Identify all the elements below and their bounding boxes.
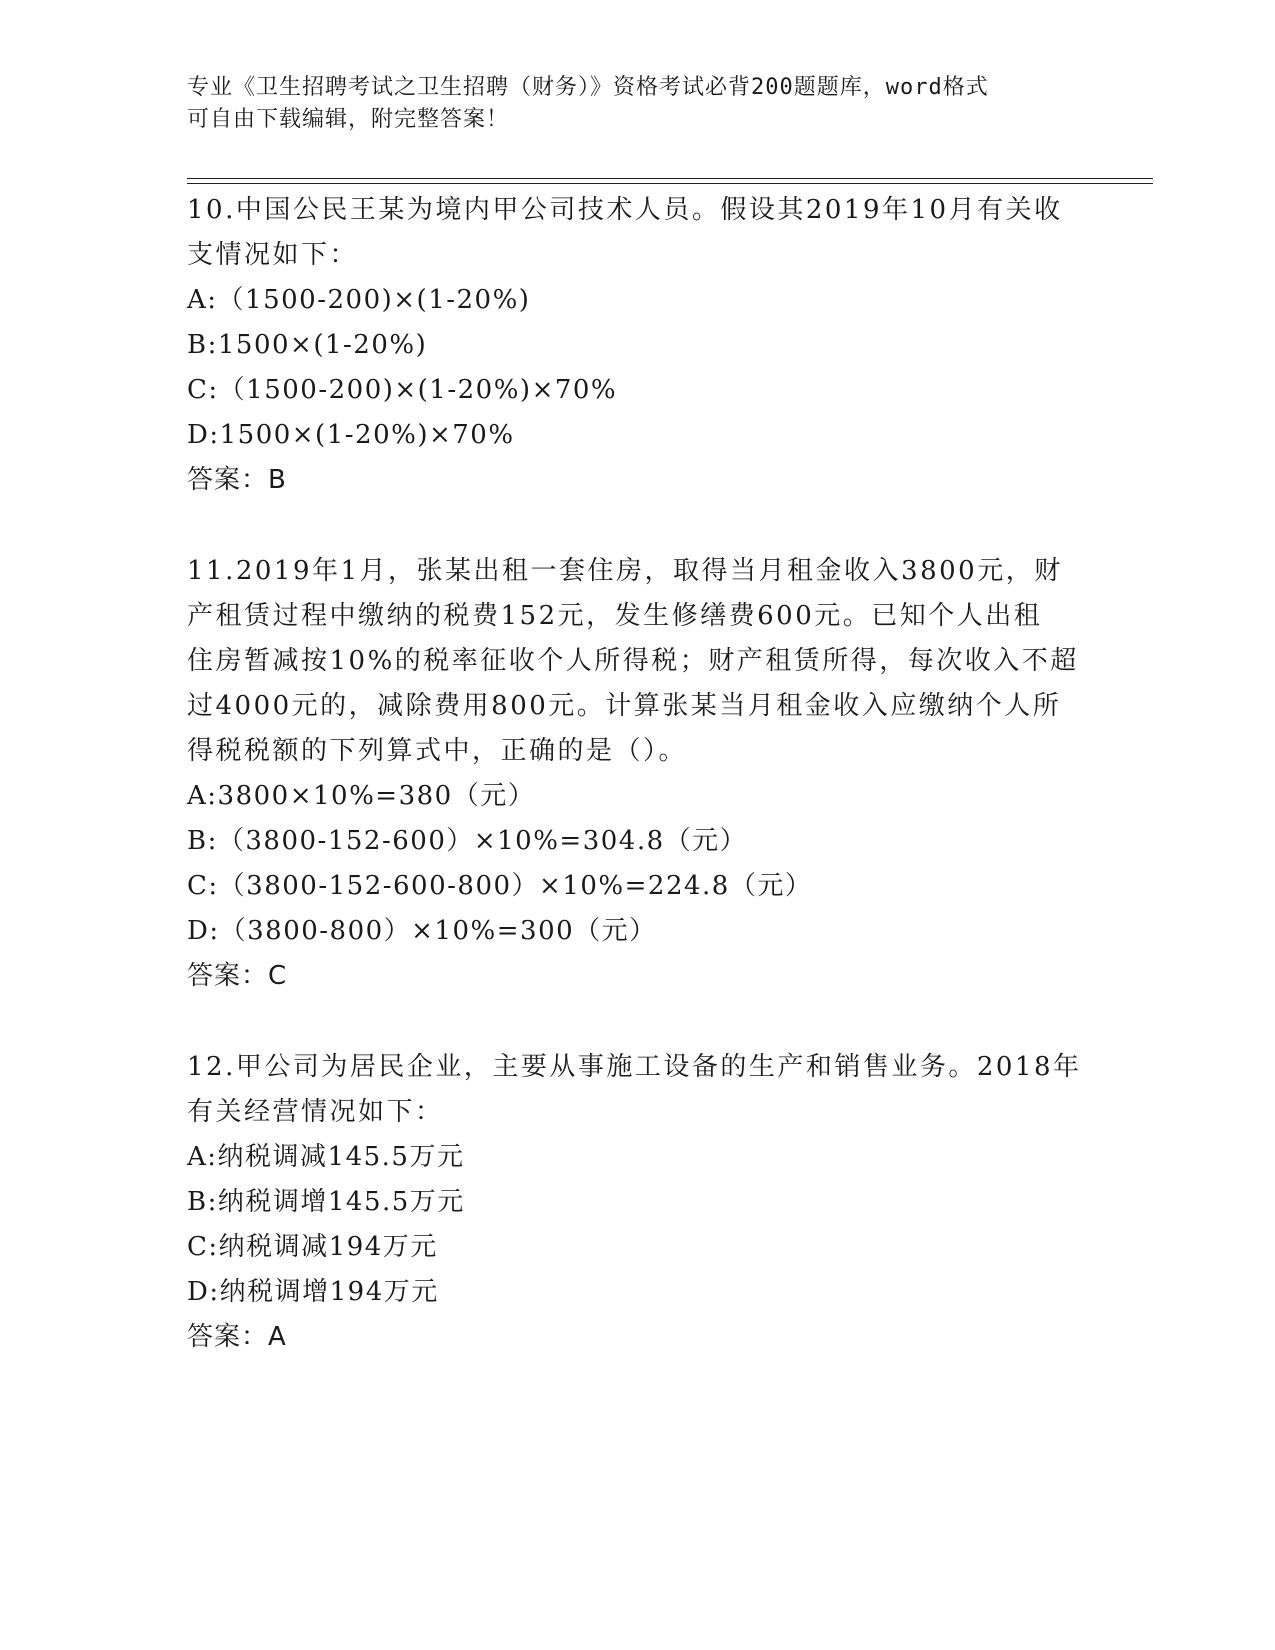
question-11 — [187, 549, 1087, 999]
answer-label: 答案：C — [187, 961, 288, 991]
question-text-line: 得税税额的下列算式中，正确的是（）。 — [187, 736, 688, 766]
question-text-line: 产租赁过程中缴纳的税费152元，发生修缮费600元。已知个人出租 — [187, 601, 1043, 631]
header-divider-top — [187, 178, 1153, 179]
question-10 — [187, 188, 1087, 503]
option-b: B:纳税调增145.5万元 — [187, 1187, 465, 1217]
option-c: C:纳税调减194万元 — [187, 1232, 438, 1262]
option-a: A:3800×10%=380（元） — [187, 781, 536, 811]
option-b: B:（3800-152-600）×10%=304.8（元） — [187, 826, 748, 856]
header-divider-bottom — [187, 183, 1153, 184]
question-text-line: 住房暂减按10%的税率征收个人所得税；财产租赁所得，每次收入不超 — [187, 646, 1079, 676]
question-text-line: 支情况如下： — [187, 240, 359, 270]
option-d: D:1500×(1-20%)×70% — [187, 420, 515, 450]
option-c: C:（3800-152-600-800）×10%=224.8（元） — [187, 871, 813, 901]
answer-label: 答案：A — [187, 1322, 287, 1352]
option-c: C:（1500-200)×(1-20%)×70% — [187, 375, 618, 405]
header-line-2: 可自由下载编辑，附完整答案！ — [187, 107, 510, 132]
option-a: A:（1500-200)×(1-20%) — [187, 285, 531, 315]
document-header — [187, 72, 1067, 136]
option-d: D:纳税调增194万元 — [187, 1277, 439, 1307]
answer-label: 答案：B — [187, 465, 287, 495]
question-text-line: 11.2019年1月，张某出租一套住房，取得当月租金收入3800元，财 — [187, 556, 1063, 586]
header-line-1: 专业《卫生招聘考试之卫生招聘（财务）》资格考试必背200题题库，word格式 — [187, 75, 989, 100]
question-text-line: 10.中国公民王某为境内甲公司技术人员。假设其2019年10月有关收 — [187, 195, 1063, 225]
option-a: A:纳税调减145.5万元 — [187, 1142, 465, 1172]
question-text-line: 有关经营情况如下： — [187, 1097, 444, 1127]
question-text-line: 12.甲公司为居民企业，主要从事施工设备的生产和销售业务。2018年 — [187, 1052, 1082, 1082]
question-list — [187, 188, 1087, 1406]
question-12 — [187, 1045, 1087, 1360]
option-d: D:（3800-800）×10%=300（元） — [187, 916, 657, 946]
option-b: B:1500×(1-20%) — [187, 330, 428, 360]
question-text-line: 过4000元的，减除费用800元。计算张某当月租金收入应缴纳个人所 — [187, 691, 1062, 721]
